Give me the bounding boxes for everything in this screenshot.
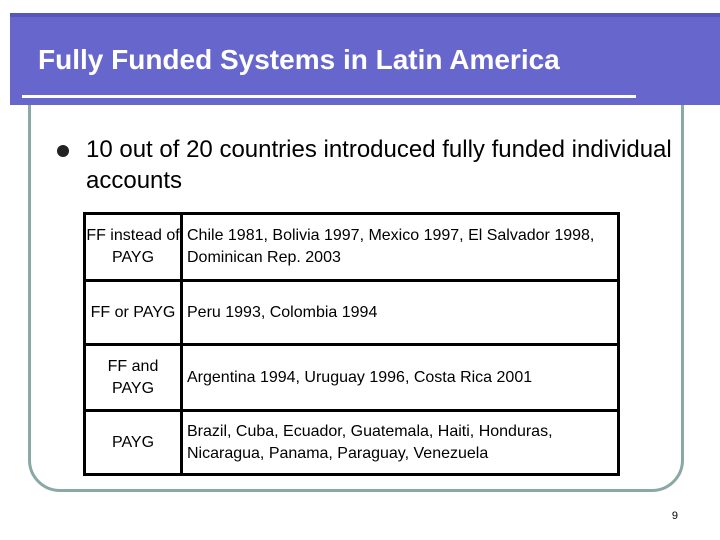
title-underline <box>22 95 636 98</box>
table-row <box>85 345 619 411</box>
row-label: FF or PAYG <box>85 281 182 345</box>
row-countries: Argentina 1994, Uruguay 1996, Costa Rica 2001 <box>182 345 619 411</box>
row-countries: Peru 1993, Colombia 1994 <box>182 281 619 345</box>
table-row <box>85 411 619 475</box>
row-label: FF instead of PAYG <box>85 214 182 281</box>
row-label: FF and PAYG <box>85 345 182 411</box>
table-row <box>85 281 619 345</box>
pension-systems-table <box>83 212 620 476</box>
bullet-text: 10 out of 20 countries introduced fully funded individual accounts <box>86 136 672 194</box>
row-label: PAYG <box>85 411 182 475</box>
table-row <box>85 214 619 281</box>
slide-title: Fully Funded Systems in Latin America <box>38 44 560 75</box>
row-countries: Brazil, Cuba, Ecuador, Guatemala, Haiti, Honduras, Nicaragua, Panama, Paraguay, Venezuela <box>182 411 619 475</box>
bullet-icon <box>57 145 69 157</box>
row-countries: Chile 1981, Bolivia 1997, Mexico 1997, El Salvador 1998, Dominican Rep. 2003 <box>182 214 619 281</box>
page-number: 9 <box>671 510 678 522</box>
